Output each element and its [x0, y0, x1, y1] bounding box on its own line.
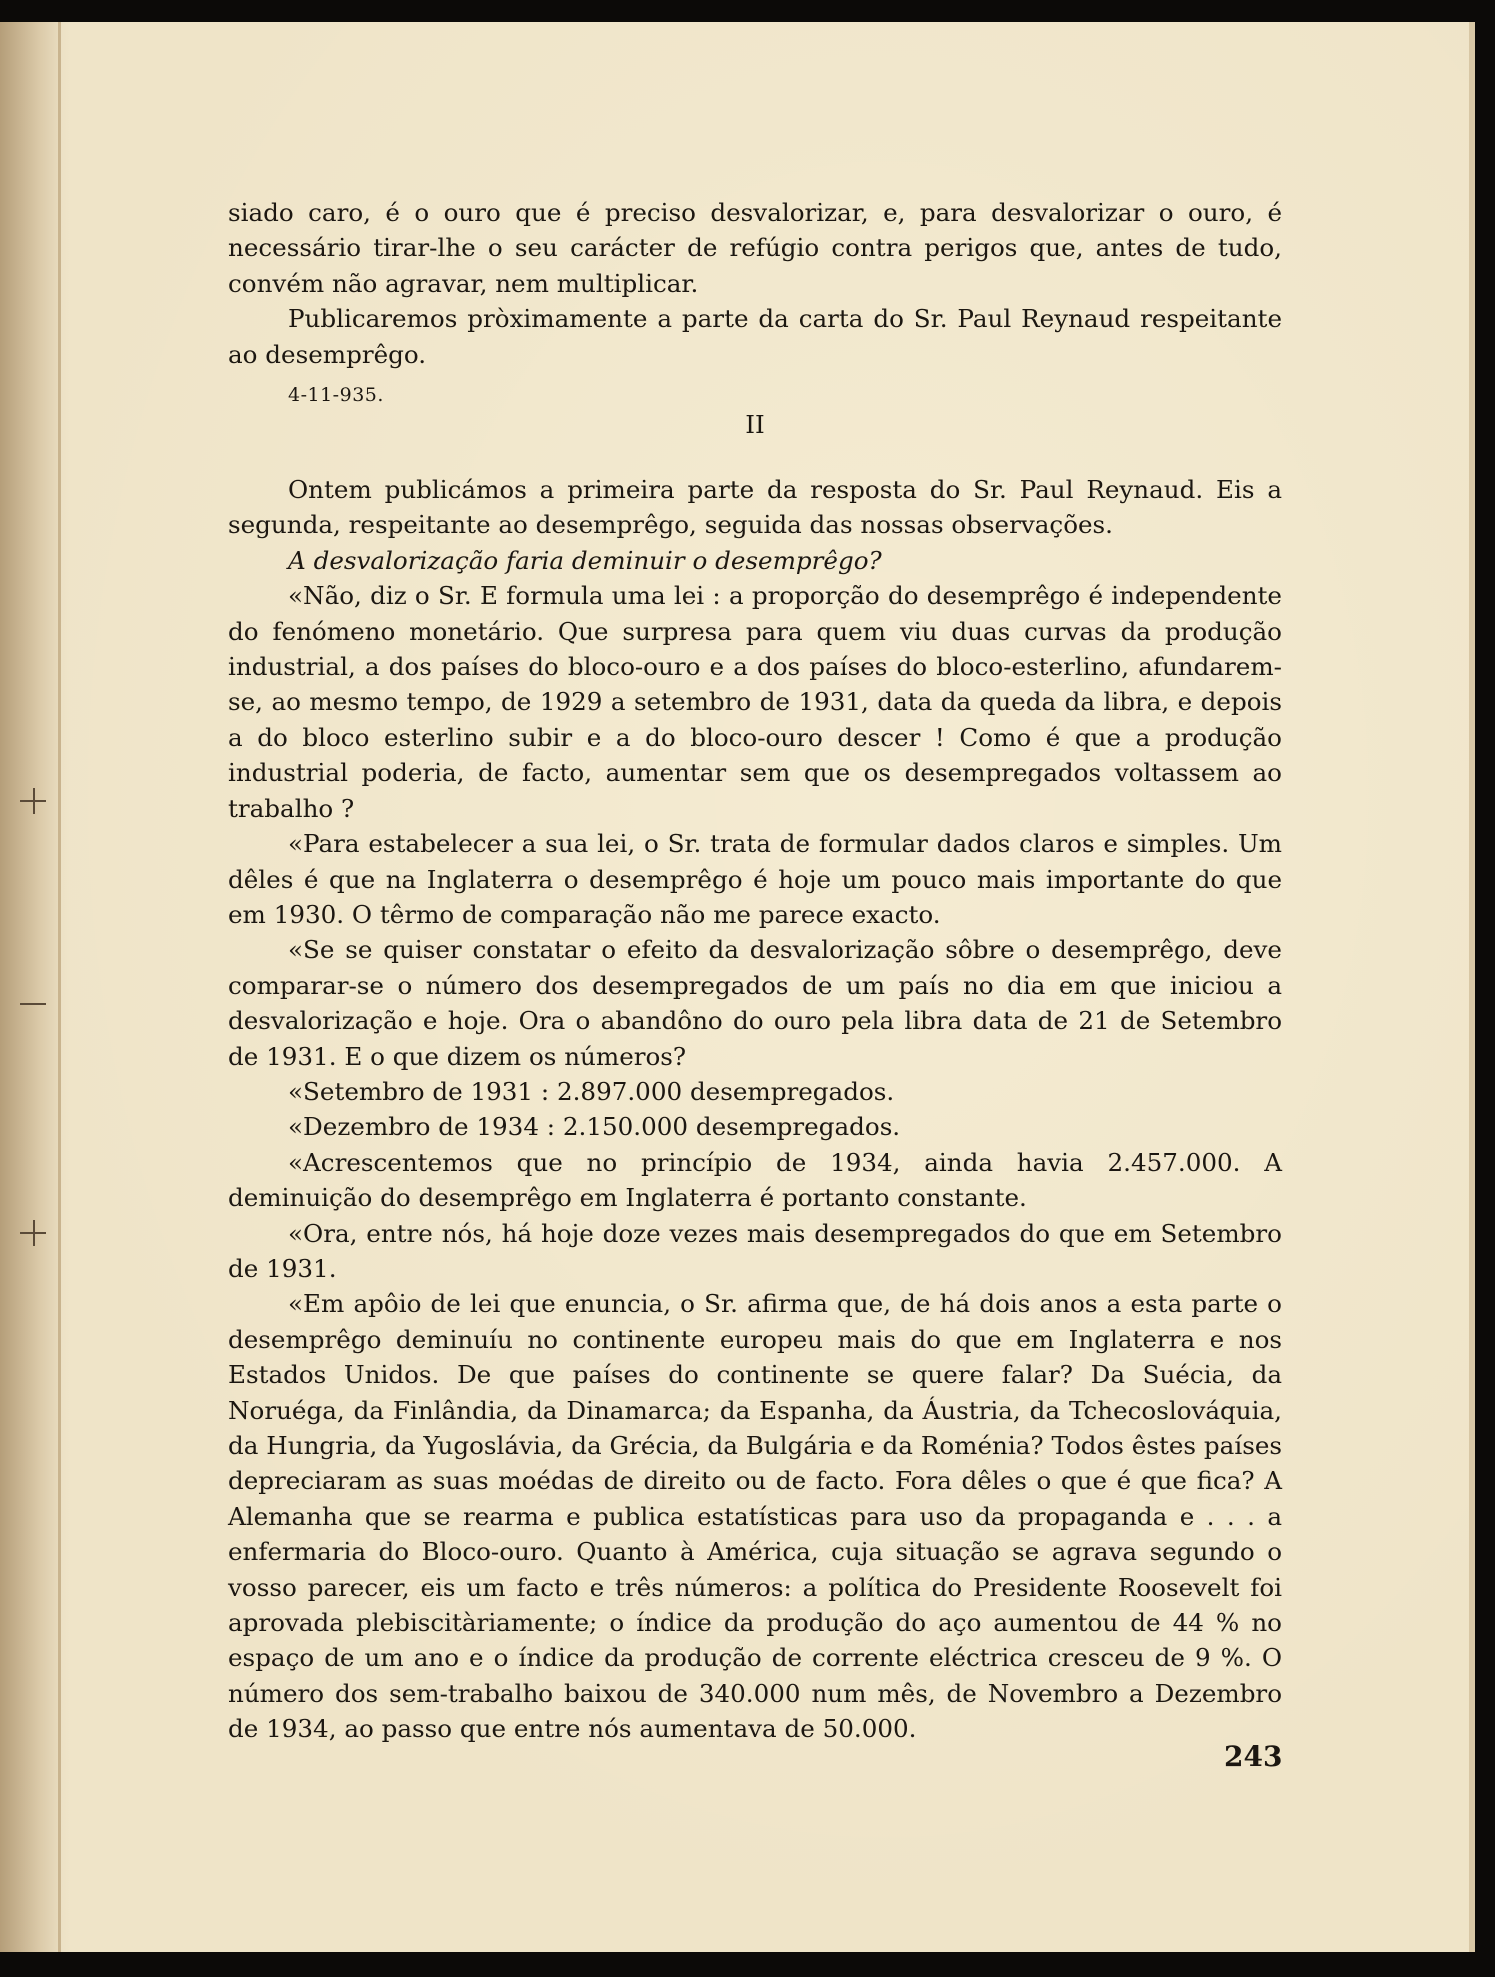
paragraph: «Para estabelecer a sua lei, o Sr. trata de formular dados claros e simples. Um dêles é que na Inglaterra o desemprêgo é hoje um pouco mais importante do que em 1930. O têrmo de comparação não me parece exacto. — [228, 829, 1282, 929]
paragraph: Publicaremos pròximamente a parte da carta do Sr. Paul Reynaud respeitante ao desemprêgo. — [228, 304, 1282, 369]
paragraph: «Acrescentemos que no princípio de 1934, ainda havia 2.457.000. A deminuição do desemprêgo em Inglaterra é portanto constante. — [228, 1147, 1282, 1213]
paragraph: «Dezembro de 1934 : 2.150.000 desempregados. — [288, 1112, 901, 1142]
paragraph: «Não, diz o Sr. E formula uma lei : a proporção do desemprêgo é independente do fenómeno monetário. Que surpresa para quem viu duas curvas da produção industrial, a dos países do bloco-ouro e a dos países do bloco-esterlino, afundarem-se, ao mesmo tempo, de 1929 a setembro de 1931, data da queda da libra, e depois a do bloco esterlino subir e a do bloco-ouro descer ! Como é que a produção industrial poderia, de facto, aumentar sem que os desempregados voltassem ao trabalho ? — [228, 581, 1282, 823]
paragraph: siado caro, é o ouro que é preciso desvalorizar, e, para desvalorizar o ouro, é necessário tirar-lhe o seu carácter de refúgio contra perigos que, antes de tudo, convém não agravar, nem multiplicar. — [228, 198, 1282, 298]
section-heading: II — [745, 410, 765, 440]
paragraph: «Setembro de 1931 : 2.897.000 desempregados. — [288, 1076, 895, 1106]
paragraph: «Se se quiser constatar o efeito da desvalorização sôbre o desemprêgo, deve comparar-se o número dos desempregados de um país no dia em que iniciou a desvalorização e hoje. Ora o abandôno do ouro pela libra data de 21 de Setembro de 1931. E o que dizem os números? — [228, 935, 1282, 1071]
binding-mark — [20, 1003, 46, 1005]
binding-gutter — [58, 22, 61, 1952]
binding-mark-vertical — [33, 1220, 35, 1246]
binding-shadow — [0, 22, 58, 1952]
binding-mark-vertical — [33, 788, 35, 814]
article-date: 4-11-935. — [288, 384, 384, 407]
paragraph: «Em apôio de lei que enuncia, o Sr. afirma que, de há dois anos a esta parte o desemprêgo deminuíu no continente europeu mais do que em Inglaterra e nos Estados Unidos. De que países do continente se quere falar? Da Suécia, da Noruéga, da Finlândia, da Dinamarca; da Espanha, da Áustria, da Tchecoslováquia, da Hungria, da Yugoslávia, da Grécia, da Bulgária e da Roménia? Todos êstes países depreciaram as suas moédas de direito ou de facto. Fora dêles o que é que fica? A Alemanha que se rearma e publica estatísticas para uso da propaganda e . . . a enfermaria do Bloco-ouro. Quanto à América, cuja situação se agrava segundo o vosso parecer, eis um facto e três números: a política do Presidente Roosevelt foi aprovada plebiscitàriamente; o índice da produção do aço aumentou de 44 % no espaço de um ano e o índice da produção de corrente eléctrica cresceu de 9 %. O número dos sem-trabalho baixou de 340.000 num mês, de Novembro a Dezembro de 1934, ao passo que entre nós aumentava de 50.000. — [228, 1289, 1282, 1744]
body-text — [228, 195, 1282, 1747]
page-right-edge — [1469, 22, 1475, 1952]
page-number: 243 — [1224, 1740, 1283, 1773]
paragraph: Ontem publicámos a primeira parte da resposta do Sr. Paul Reynaud. Eis a segunda, respeitante ao desemprêgo, seguida das nossas observações. — [228, 475, 1282, 540]
paragraph: «Ora, entre nós, há hoje doze vezes mais desempregados do que em Setembro de 1931. — [228, 1218, 1282, 1283]
italic-question: A desvalorização faria deminuir o desemprêgo? — [288, 545, 882, 575]
